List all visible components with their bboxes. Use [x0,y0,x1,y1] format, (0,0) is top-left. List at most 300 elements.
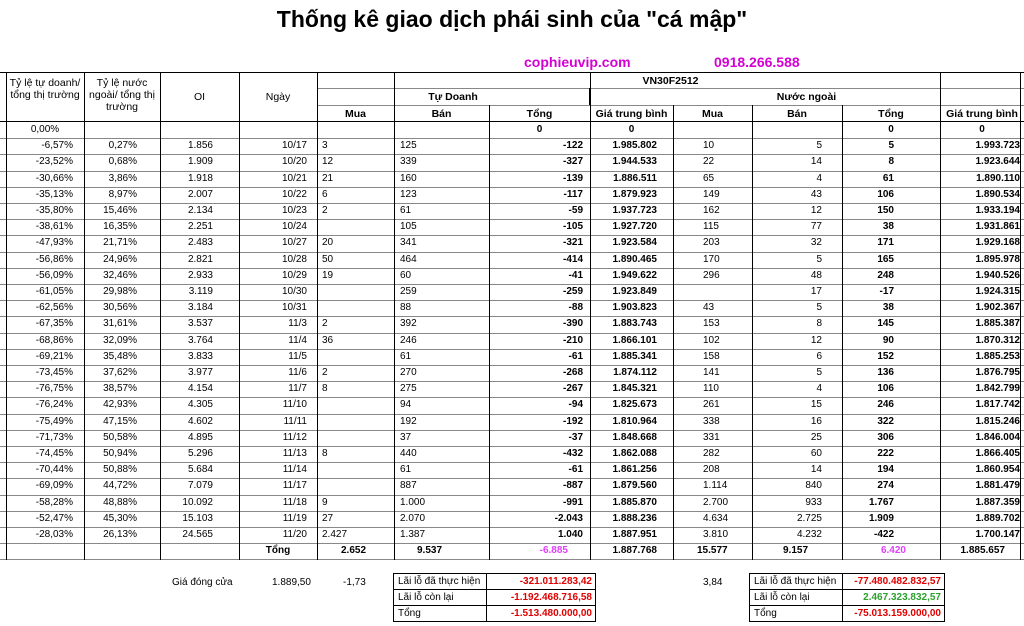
cell-rtd: -6,57% [41,140,73,151]
close-price-label: Giá đóng cửa [172,577,233,588]
cell-nnb: 840 [805,480,822,491]
cell-rtd: -71,73% [35,432,73,443]
cell-tdt: -991 [562,497,583,508]
cell-oi: 2.134 [187,205,213,216]
cell-nnt: 8 [888,156,894,167]
cell-tdm: 8 [322,448,328,459]
cell-tdg: 1.888.236 [612,513,657,524]
table-row [0,235,1,236]
nn-total-label: Tổng [754,608,777,619]
cell-nng: 1.931.861 [975,221,1020,232]
cell-nnt: 222 [877,448,894,459]
table-grid-hline [0,72,1024,73]
td-remaining-row [394,590,595,606]
cell-rnn: 31,61% [103,318,137,329]
cell-tdt: -37 [568,432,583,443]
total-nn-ban: 9.157 [783,545,809,556]
cell-nng: 1.870.312 [975,335,1020,346]
cell-rtd: -47,93% [35,237,73,248]
cell-rtd: -61,05% [35,286,73,297]
cell-rtd: -58,28% [35,497,73,508]
header-nn-gia-tb: Giá trung bình [946,108,1018,120]
cell-tdm: 2 [322,205,328,216]
cell-tdt: -61 [568,351,583,362]
cell-nnm: 261 [703,399,720,410]
cell-oi: 2.821 [187,254,213,265]
cell-tdg: 1.923.584 [612,237,657,248]
cell-date: 11/3 [288,318,307,329]
cell-nnt: 106 [877,383,894,394]
cell-rnn: 0,68% [108,156,137,167]
cell-tdb: 392 [400,318,417,329]
cell-nnt: 1.909 [868,513,894,524]
cell-tdb: 125 [400,140,417,151]
cell-nnt: 194 [877,464,894,475]
total-nn-tong: 6.420 [880,545,906,556]
cell-nnt: 248 [877,270,894,281]
cell-nng: 0 [979,124,985,135]
cell-tdg: 1.949.622 [612,270,657,281]
header-contract: VN30F2512 [642,75,699,87]
cell-nnm: 338 [703,416,720,427]
cell-tdt: -192 [562,416,583,427]
cell-nnb: 4.232 [796,529,822,540]
cell-nnm: 149 [703,189,720,200]
table-grid-vline [317,72,318,560]
cell-nnb: 5 [816,367,822,378]
cell-tdm: 2.427 [322,529,348,540]
cell-oi: 5.296 [187,448,213,459]
cell-nnb: 14 [810,464,822,475]
cell-rnn: 8,97% [108,189,137,200]
total-td-ban: 9.537 [417,545,443,556]
cell-date: 11/12 [282,432,307,443]
cell-rtd: -68,86% [35,335,73,346]
td-total-label: Tổng [398,608,421,619]
total-td-tong: -6.885 [539,545,568,556]
cell-nnm: 158 [703,351,720,362]
cell-nnt: -17 [879,286,894,297]
cell-date: 11/6 [288,367,307,378]
cell-nng: 1.860.954 [975,464,1020,475]
table-row [0,381,1,382]
cell-tdb: 60 [400,270,412,281]
cell-nng: 1.885.387 [975,318,1020,329]
cell-nng: 1.993.723 [975,140,1020,151]
cell-oi: 3.119 [188,286,213,297]
cell-tdt: -105 [562,221,583,232]
cell-tdg: 1.923.849 [612,286,657,297]
cell-tdg: 1.848.668 [612,432,657,443]
cell-tdb: 88 [400,302,412,313]
cell-date: 10/24 [281,221,307,232]
cell-tdg: 1.885.341 [612,351,657,362]
cell-nnb: 5 [816,254,822,265]
cell-nnt: 106 [877,189,894,200]
nn-pnl-box [749,573,945,622]
cell-nnb: 5 [816,302,822,313]
cell-oi: 1.918 [187,173,213,184]
cell-rtd: -62,56% [35,302,73,313]
table-grid-hline [317,88,1024,89]
table-row [0,414,1,415]
table-row [0,316,1,317]
cell-nng: 1.890.110 [976,173,1020,184]
cell-nnb: 32 [810,237,822,248]
cell-tdt: -210 [562,335,583,346]
cell-tdb: 37 [400,432,412,443]
header-nuoc-ngoai: Nước ngoài [776,91,837,103]
cell-tdt: -432 [562,448,583,459]
cell-rnn: 47,15% [103,416,137,427]
nn-remaining-label: Lãi lỗ còn lại [754,592,810,603]
cell-nnm: 208 [703,464,720,475]
cell-nnb: 8 [816,318,822,329]
td-realized-label: Lãi lỗ đã thực hiện [398,576,481,587]
cell-nng: 1.895.978 [975,254,1020,265]
cell-tdg: 1.874.112 [613,367,657,378]
cell-nnm: 10 [703,140,715,151]
cell-nnm: 4.634 [703,513,729,524]
cell-date: 10/30 [281,286,307,297]
cell-tdt: 0 [536,124,543,135]
td-realized-value: -321.011.283,42 [519,576,592,587]
cell-rnn: 37,62% [103,367,137,378]
cell-tdb: 246 [400,335,417,346]
table-row [0,138,1,139]
cell-nnt: 246 [877,399,894,410]
cell-nnm: 110 [703,383,719,394]
cell-nng: 1.923.644 [975,156,1020,167]
cell-nnb: 48 [810,270,822,281]
cell-nnb: 933 [805,497,822,508]
cell-tdt: -268 [562,367,583,378]
table-row [0,446,1,447]
cell-rnn: 45,30% [103,513,137,524]
cell-tdt: 1.040 [557,529,583,540]
cell-date: 11/13 [282,448,307,459]
table-row [0,462,1,463]
cell-tdb: 275 [400,383,417,394]
cell-tdg: 1.810.964 [612,416,657,427]
cell-nnm: 296 [703,270,720,281]
header-td-tong: Tổng [526,108,553,120]
cell-tdb: 61 [400,205,412,216]
cell-rnn: 16,35% [103,221,137,232]
cell-tdg: 1.886.511 [613,173,657,184]
cell-nnt: 61 [882,173,894,184]
table-row [0,300,1,301]
cell-tdt: -267 [562,383,583,394]
header-ratio-tu-doanh: Tỷ lệ tự doanh/ tổng thị trường [9,77,81,101]
cell-tdm: 27 [322,513,334,524]
cell-nnm: 141 [703,367,720,378]
cell-date: 11/4 [288,335,307,346]
cell-date: 10/28 [281,254,307,265]
td-pnl-box [393,573,596,622]
cell-tdb: 440 [400,448,417,459]
cell-rnn: 50,94% [103,448,137,459]
cell-date: 10/22 [281,189,307,200]
cell-nng: 1.890.534 [975,189,1020,200]
cell-tdb: 61 [400,351,412,362]
cell-tdt: -2.043 [554,513,583,524]
table-row [0,187,1,188]
cell-tdm: 9 [322,497,328,508]
cell-date: 11/20 [282,529,307,540]
cell-tdm: 8 [322,383,328,394]
cell-nng: 1.846.004 [975,432,1020,443]
cell-tdm: 20 [322,237,334,248]
website-link[interactable]: cophieuvip.com [524,54,631,70]
cell-tdm: 2 [322,318,328,329]
cell-rnn: 30,56% [103,302,137,313]
table-row [0,430,1,431]
cell-date: 11/10 [282,399,307,410]
cell-rnn: 15,46% [103,205,137,216]
cell-tdg: 1.890.465 [612,254,657,265]
cell-tdg: 1.825.673 [612,399,657,410]
cell-nnb: 60 [810,448,822,459]
cell-nnb: 4 [816,173,822,184]
cell-nnb: 6 [816,351,822,362]
cell-tdb: 1.000 [400,497,426,508]
table-row [0,219,1,220]
cell-nnm: 65 [703,173,715,184]
header-date: Ngày [265,91,291,103]
cell-oi: 4.602 [187,416,213,427]
header-td-ban: Bán [431,108,452,120]
header-td-gia-tb: Giá trung bình [595,108,668,120]
cell-tdt: -414 [562,254,583,265]
nn-total-row [750,606,944,621]
cell-rnn: 26,13% [103,529,137,540]
cell-tdt: -259 [562,286,583,297]
cell-nnt: 38 [882,302,894,313]
cell-nnt: 136 [877,367,894,378]
cell-date: 11/7 [288,383,307,394]
cell-nng: 1.933.194 [975,205,1020,216]
cell-nng: 1.940.526 [975,270,1020,281]
cell-oi: 1.856 [187,140,213,151]
td-remaining-value: -1.192.468.716,58 [510,592,592,603]
nn-realized-label: Lãi lỗ đã thực hiện [754,576,837,587]
table-row [0,365,1,366]
cell-date: 10/29 [281,270,307,281]
cell-rtd: -74,45% [35,448,73,459]
cell-nnm: 22 [703,156,715,167]
td-change-value: -1,73 [343,577,366,588]
cell-rnn: 35,48% [103,351,137,362]
table-row [0,349,1,350]
cell-rnn: 38,57% [103,383,137,394]
table-row [0,511,1,512]
cell-rnn: 48,88% [103,497,137,508]
cell-tdg: 1.944.533 [612,156,657,167]
cell-tdb: 270 [400,367,417,378]
cell-oi: 2.483 [187,237,213,248]
cell-date: 11/11 [283,416,307,427]
close-price-value: 1.889,50 [272,577,311,588]
cell-rnn: 3,86% [108,173,137,184]
cell-rtd: -76,75% [35,383,73,394]
cell-date: 10/21 [281,173,307,184]
total-nn-gia-tb: 1.885.657 [960,545,1005,556]
cell-oi: 1.909 [187,156,213,167]
nn-remaining-value: 2.467.323.832,57 [863,592,941,603]
cell-nnt: 38 [882,221,894,232]
cell-rtd: -23,52% [35,156,73,167]
cell-rnn: 32,09% [103,335,137,346]
cell-tdm: 21 [322,173,334,184]
cell-rtd: -52,47% [35,513,73,524]
cell-date: 11/5 [288,351,307,362]
cell-rtd: -30,66% [35,173,73,184]
cell-date: 10/20 [281,156,307,167]
table-row [0,203,1,204]
cell-tdb: 160 [400,173,417,184]
cell-rtd: -35,80% [35,205,73,216]
cell-tdg: 1.861.256 [612,464,657,475]
cell-nng: 1.876.795 [975,367,1020,378]
cell-date: 11/14 [282,464,307,475]
cell-nng: 1.889.702 [975,513,1020,524]
cell-nnt: 90 [882,335,894,346]
cell-tdt: -88 [568,302,583,313]
header-nn-mua: Mua [702,108,723,120]
cell-tdb: 887 [400,480,417,491]
cell-tdb: 259 [400,286,417,297]
table-grid-vline [1020,72,1021,560]
cell-rnn: 42,93% [103,399,137,410]
cell-nnb: 12 [810,335,822,346]
cell-tdt: -59 [568,205,583,216]
cell-tdg: 1.845.321 [612,383,657,394]
cell-nnb: 43 [810,189,822,200]
cell-oi: 7.079 [187,480,213,491]
cell-rtd: -28,03% [35,529,73,540]
cell-rtd: -56,86% [35,254,73,265]
cell-tdg: 0 [628,124,635,135]
cell-oi: 10.092 [182,497,213,508]
cell-nnb: 14 [810,156,822,167]
nn-change-value: 3,84 [703,577,723,588]
header-tu-doanh: Tự Doanh [428,91,478,103]
cell-nng: 1.885.253 [975,351,1020,362]
cell-rnn: 44,72% [103,480,137,491]
cell-nnt: 322 [877,416,894,427]
cell-nnm: 102 [703,335,720,346]
cell-nnt: 165 [877,254,894,265]
total-label: Tổng [265,545,291,556]
cell-nnt: 306 [877,432,894,443]
cell-tdb: 94 [400,399,412,410]
cell-tdg: 1.937.723 [612,205,657,216]
table-row [0,154,1,155]
cell-rtd: -69,21% [35,351,73,362]
total-td-mua: 2.652 [341,545,367,556]
cell-nng: 1.881.479 [975,480,1020,491]
cell-nnm: 2.700 [703,497,729,508]
cell-rtd: -35,13% [35,189,73,200]
cell-rnn: 32,46% [103,270,137,281]
cell-nnt: -422 [873,529,894,540]
cell-nnb: 15 [810,399,822,410]
cell-oi: 24.565 [182,529,213,540]
cell-nnm: 3.810 [703,529,729,540]
cell-tdg: 1.927.720 [612,221,657,232]
cell-rnn: 50,58% [103,432,137,443]
table-row [0,171,1,172]
cell-rtd: -56,09% [35,270,73,281]
td-realized-row [394,574,595,590]
table-row [0,284,1,285]
cell-rtd: -76,24% [35,399,73,410]
cell-rtd: 0,00% [30,124,60,135]
cell-nnm: 331 [703,432,720,443]
cell-tdb: 61 [400,464,412,475]
table-row [0,252,1,253]
cell-nnm: 153 [703,318,720,329]
cell-nng: 1.842.799 [975,383,1020,394]
table-grid-vline [589,88,590,105]
header-ratio-nuoc-ngoai: Tỷ lệ nước ngoài/ tổng thị trường [89,77,155,113]
cell-tdm: 19 [322,270,334,281]
cell-nnb: 2.725 [796,513,822,524]
cell-nnm: 170 [703,254,720,265]
cell-rnn: 50,88% [103,464,137,475]
cell-rnn: 21,71% [103,237,137,248]
cell-tdg: 1.985.802 [612,140,657,151]
cell-nnb: 17 [810,286,822,297]
cell-tdt: -390 [562,318,583,329]
cell-date: 10/17 [281,140,307,151]
table-grid-hline [0,559,1024,560]
cell-date: 10/31 [281,302,307,313]
cell-tdm: 3 [322,140,328,151]
cell-nnm: 43 [703,302,715,313]
cell-rtd: -69,09% [35,480,73,491]
cell-tdg: 1.879.923 [612,189,657,200]
cell-oi: 4.305 [187,399,213,410]
cell-tdg: 1.862.088 [612,448,657,459]
cell-tdb: 123 [400,189,417,200]
cell-oi: 3.833 [187,351,213,362]
cell-oi: 3.537 [187,318,213,329]
cell-nnb: 4 [816,383,822,394]
cell-oi: 4.895 [187,432,213,443]
cell-nnt: 150 [877,205,894,216]
cell-tdt: -321 [562,237,583,248]
cell-tdb: 192 [400,416,417,427]
total-nn-mua: 15.577 [697,545,728,556]
cell-tdb: 105 [400,221,417,232]
header-oi: OI [193,91,206,103]
cell-oi: 2.251 [187,221,213,232]
table-grid-vline [394,72,395,560]
cell-nnm: 282 [703,448,720,459]
cell-oi: 3.184 [187,302,213,313]
nn-realized-row [750,574,944,590]
cell-nng: 1.929.168 [975,237,1020,248]
cell-nnm: 162 [703,205,720,216]
cell-date: 10/23 [281,205,307,216]
table-row [0,478,1,479]
cell-oi: 3.764 [187,335,213,346]
cell-nng: 1.815.246 [975,416,1020,427]
cell-tdm: 12 [322,156,334,167]
cell-rnn: 24,96% [103,254,137,265]
